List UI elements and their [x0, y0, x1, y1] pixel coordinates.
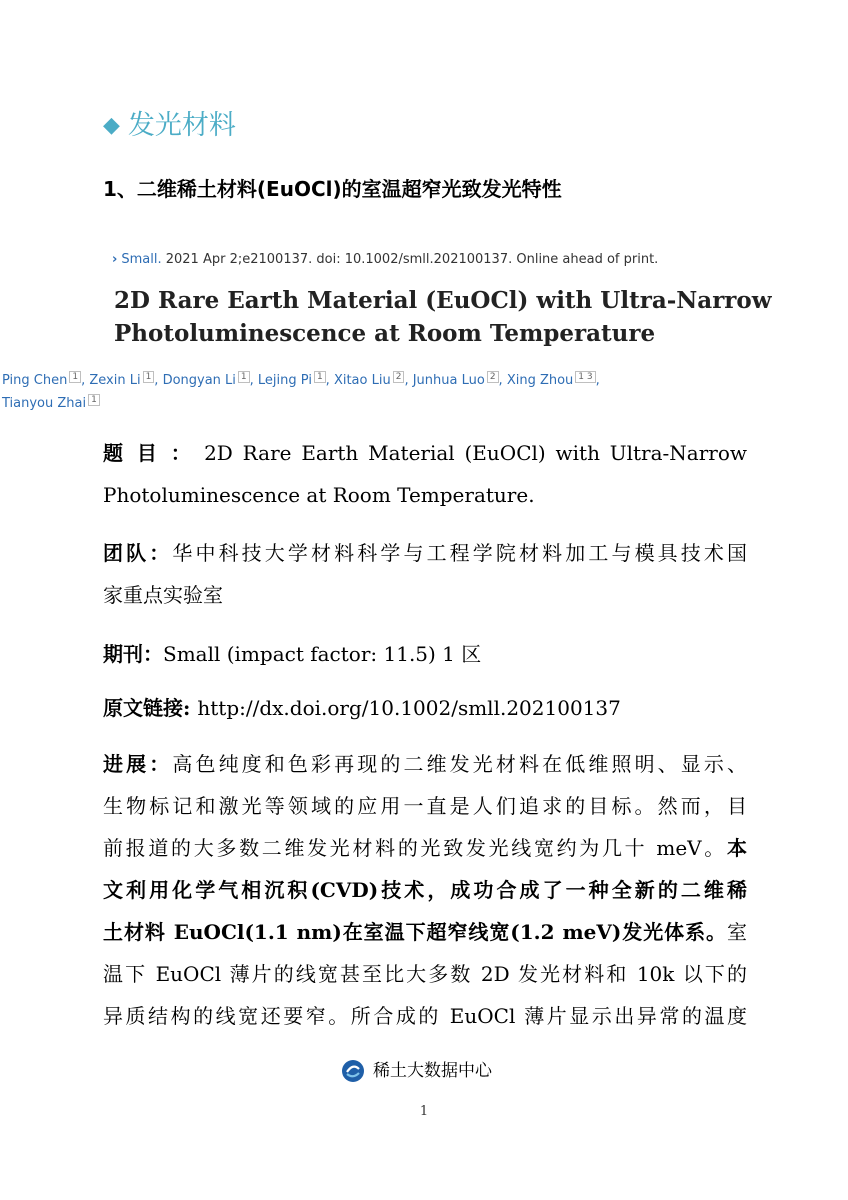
journal-value: Small (impact factor: 11.5) 1 区	[163, 642, 482, 666]
link-value[interactable]: http://dx.doi.org/10.1002/smll.202100137	[197, 696, 621, 720]
title-label: 题 目 ：	[103, 441, 195, 465]
author-affiliation[interactable]: 1	[143, 371, 155, 383]
team-value-line1: 华中科技大学材料科学与工程学院材料加工与模具技术国	[172, 541, 748, 565]
author-affiliation[interactable]: 1	[88, 394, 100, 406]
citation-details: 2021 Apr 2;e2100137. doi: 10.1002/smll.202100137. Online ahead of print.	[161, 252, 659, 267]
title-field	[103, 432, 747, 516]
author-affiliation[interactable]: 2	[487, 371, 499, 383]
author-name[interactable]: Dongyan Li	[162, 373, 236, 388]
author-affiliation[interactable]: 1	[238, 371, 250, 383]
author-item: Lejing Pi 1 ,	[257, 372, 334, 388]
author-affiliation[interactable]: 1 3	[575, 371, 595, 383]
diamond-icon: ◆	[103, 113, 120, 138]
footer-logo	[341, 1058, 492, 1084]
author-name[interactable]: Lejing Pi	[257, 373, 312, 388]
title-value-line2: Photoluminescence at Room Temperature.	[103, 483, 535, 507]
author-affiliation[interactable]: 2	[393, 371, 405, 383]
author-name[interactable]: Ping Chen	[2, 373, 68, 388]
author-name[interactable]: Zexin Li	[89, 373, 141, 388]
section-title: 发光材料	[127, 110, 236, 141]
title-value-line1: 2D Rare Earth Material (EuOCl) with Ultra-Narrow	[204, 441, 747, 465]
link-field	[103, 687, 747, 729]
team-field	[103, 532, 747, 616]
paper-title: 2D Rare Earth Material (EuOCl) with Ultra-Narrow Photoluminescence at Room Temperature	[114, 287, 772, 347]
journal-field	[103, 633, 747, 675]
section-header	[103, 106, 236, 146]
team-value-line2: 家重点实验室	[103, 583, 223, 607]
author-item: Zexin Li 1 ,	[89, 372, 163, 388]
author-item: Junhua Luo 2 ,	[412, 372, 507, 388]
citation-journal[interactable]: Small.	[121, 252, 162, 267]
author-item: Xitao Liu 2 ,	[333, 372, 413, 388]
author-item: Xing Zhou 1 3 ,	[506, 372, 600, 388]
team-label: 团队：	[103, 541, 173, 565]
author-name[interactable]: Junhua Luo	[412, 373, 485, 388]
article-title: 1、二维稀土材料(EuOCl)的室温超窄光致发光特性	[103, 177, 562, 201]
progress-label: 进展：	[103, 752, 173, 776]
author-name[interactable]: Xitao Liu	[333, 373, 391, 388]
author-item	[2, 396, 100, 411]
rare-earth-logo-icon	[341, 1059, 365, 1083]
author-item: Dongyan Li 1 ,	[162, 372, 258, 388]
author-name[interactable]: Tianyou Zhai	[2, 396, 87, 411]
author-item: Ping Chen 1 ,	[2, 372, 90, 388]
footer-text: 稀土大数据中心	[373, 1061, 492, 1081]
journal-label: 期刊：	[103, 642, 163, 666]
author-list	[2, 369, 622, 415]
citation-line	[112, 252, 658, 267]
progress-field: 进展：高色纯度和色彩再现的二维发光材料在低维照明、显示、 生物标记和激光等领域的应用一直是人们追求的目标。然而，目 前报道的大多数二维发光材料的光致发光线宽约为几十 meV。本 文利用化学气相沉积(CVD)技术，成功合成了一种全新的二维稀 土材料 EuOCl(1.1 nm)在室温下超窄线宽(1.2 meV)发光体系。室 温下 EuOCl 薄片的线宽甚至比大多数 2D 发光材料和 10k 以下的 异质结构的线宽还要窄。所合成的 EuOCl 薄片显示出异常的温度	[103, 752, 748, 1028]
chevron-right-icon: ›	[112, 252, 118, 267]
author-affiliation[interactable]: 1	[314, 371, 326, 383]
page-number: 1	[419, 1104, 429, 1119]
link-label: 原文链接:	[103, 696, 198, 720]
author-name[interactable]: Xing Zhou	[506, 373, 574, 388]
author-affiliation[interactable]: 1	[69, 371, 81, 383]
